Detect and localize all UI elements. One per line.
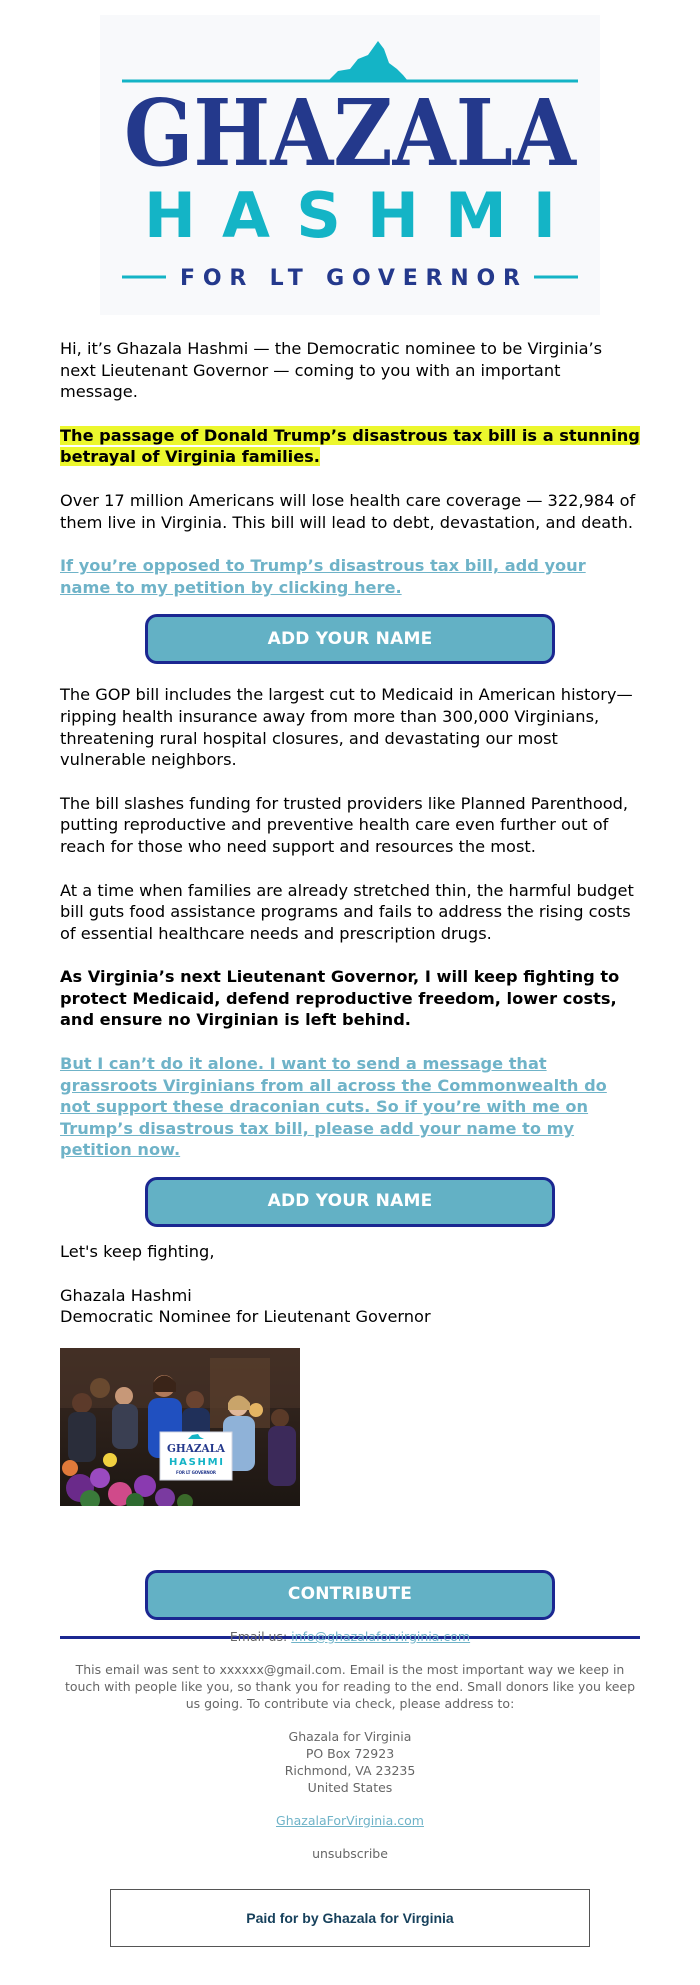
address-line-4: United States [307,1780,393,1795]
petition-paragraph-1 [60,555,640,598]
footer-email-line [60,1628,640,1645]
website-link[interactable]: GhazalaForVirginia.com [276,1813,424,1828]
photo-sign-line2: HASHMI [169,1456,223,1468]
unsubscribe-link[interactable]: unsubscribe [312,1846,388,1861]
add-your-name-button-2[interactable]: ADD YOUR NAME [145,1177,555,1227]
campaign-photo [60,1348,640,1506]
families-paragraph: At a time when families are already stretched thin, the harmful budget bill guts food assistance programs and fails to address the rising costs of essential healthcare needs and prescription drugs. [60,880,634,943]
logo-last-name: HASHMI [144,179,556,252]
intro-paragraph: Hi, it’s Ghazala Hashmi — the Democratic nominee to be Virginia’s next Lieutenant Governor — coming to you with an important message. [60,339,603,402]
commitment-paragraph: As Virginia’s next Lieutenant Governor, I will keep fighting to protect Medicaid, defend reproductive freedom, lower costs, and ensure no Virginian is left behind. [60,967,620,1030]
address-line-3: Richmond, VA 23235 [284,1763,416,1778]
signature-name: Ghazala Hashmi [60,1285,192,1305]
signoff-text: Let's keep fighting, [60,1242,215,1262]
email-footer [60,1628,640,1862]
highlight-paragraph [60,425,640,468]
email-content [60,338,640,1639]
address-line-2: PO Box 72923 [305,1746,395,1761]
campaign-logo [100,15,600,315]
petition-link-2[interactable]: But I can’t do it alone. I want to send a message that grassroots Virginians from all across the Commonwealth do not support these draconian cuts. So if you’re with me on Trump’s disastrous tax bill, please add your name to my petition now. [60,1054,607,1160]
contribute-button[interactable]: CONTRIBUTE [145,1570,555,1620]
paid-for-text: Paid for by Ghazala for Virginia [246,1910,454,1926]
coverage-paragraph: Over 17 million Americans will lose health care coverage — 322,984 of them live in Virginia. This bill will lead to debt, devastation, and death. [60,490,636,532]
petition-paragraph-2 [60,1053,640,1161]
address-line-1: Ghazala for Virginia [288,1729,412,1744]
photo-sign-line3: FOR LT GOVERNOR [176,1469,216,1475]
highlighted-statement: The passage of Donald Trump’s disastrous tax bill is a stunning betrayal of Virginia families. [60,425,640,467]
email-label: Email us: [229,1629,292,1644]
email-link[interactable]: info@ghazalaforvirginia.com [291,1629,471,1644]
petition-link-1[interactable]: If you’re opposed to Trump’s disastrous tax bill, add your name to my petition by clicking here. [60,556,586,597]
logo-first-name: GHAZALA [124,79,578,187]
add-your-name-button-1[interactable]: ADD YOUR NAME [145,614,555,664]
planned-parenthood-paragraph: The bill slashes funding for trusted providers like Planned Parenthood, putting reproductive and preventive health care even further out of reach for those who need support and resources the most. [60,793,629,856]
signature-title: Democratic Nominee for Lieutenant Governor [60,1307,431,1327]
medicaid-paragraph: The GOP bill includes the largest cut to Medicaid in American history—ripping health insurance away from more than 300,000 Virginians, threatening rural hospital closures, and devastating our most vulnerable neighbors. [60,685,633,770]
photo-sign-line1: GHAZALA [167,1441,226,1455]
virginia-state-icon [328,41,408,81]
logo-tagline: FOR LT GOVERNOR [180,266,520,291]
paid-for-disclaimer [110,1889,590,1947]
footer-disclaimer: This email was sent to xxxxxx@gmail.com. Email is the most important way we keep in touch with people like you, so thank you for reading to the end. Small donors like you keep us going. To contribute via check, please address to: [64,1662,636,1711]
